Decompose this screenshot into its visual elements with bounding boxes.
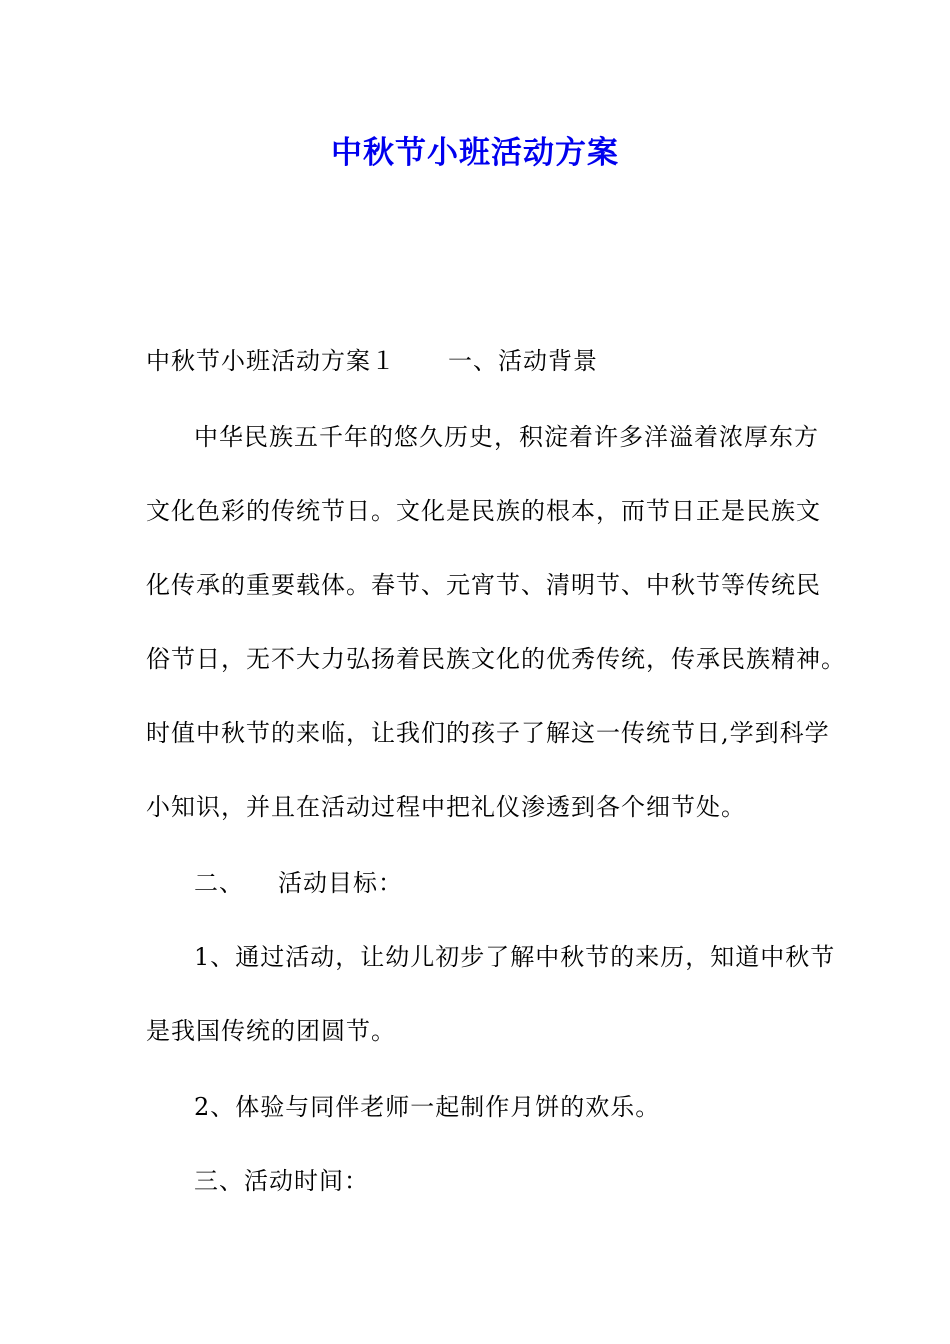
paragraph-line [194, 866, 403, 900]
paragraph-line: 小知识，并且在活动过程中把礼仪渗透到各个细节处。 [146, 793, 746, 821]
paragraph-line: 1、通过活动，让幼儿初步了解中秋节的来历，知道中秋节 [194, 943, 836, 971]
paragraph-line: 时值中秋节的来临，让我们的孩子了解这一传统节日,学到科学 [146, 719, 830, 747]
paragraph-line: 俗节日，无不大力弘扬着民族文化的优秀传统，传承民族精神。 [146, 645, 846, 673]
paragraph-line: 文化色彩的传统节日。文化是民族的根本，而节日正是民族文 [146, 497, 821, 525]
section-heading-goals: 活动目标： [278, 869, 403, 897]
section-heading-plan: 中秋节小班活动方案１ [146, 347, 396, 375]
paragraph-line: 化传承的重要载体。春节、元宵节、清明节、中秋节等传统民 [146, 571, 821, 599]
section-heading-background: 一、活动背景 [448, 347, 598, 375]
paragraph-line: 中华民族五千年的悠久历史，积淀着许多洋溢着浓厚东方 [194, 423, 819, 451]
paragraph-line: 是我国传统的团圆节。 [146, 1017, 396, 1045]
section-heading-time: 三、活动时间： [194, 1167, 369, 1195]
paragraph-line: 2、体验与同伴老师一起制作月饼的欢乐。 [194, 1093, 661, 1121]
document-title: 中秋节小班活动方案 [331, 135, 619, 171]
paragraph-line [146, 344, 598, 378]
section-number: 二、 [194, 869, 244, 897]
